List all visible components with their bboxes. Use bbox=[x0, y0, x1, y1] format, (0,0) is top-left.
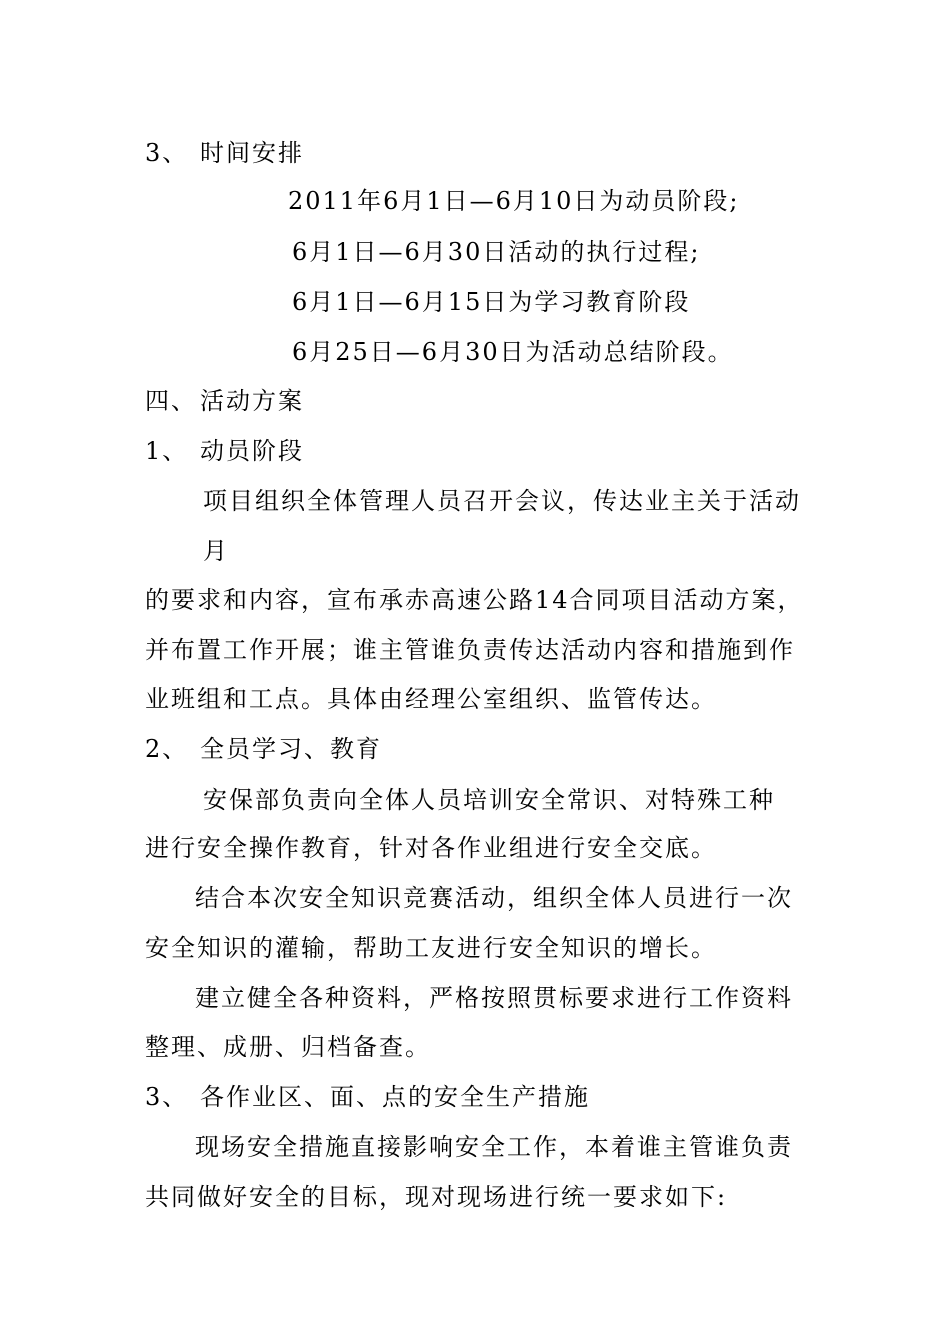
section-title: 活动方案 bbox=[200, 387, 304, 415]
subsection-number: 3、 bbox=[145, 1083, 189, 1111]
section-number: 3、 bbox=[145, 139, 189, 167]
subsection-heading-study-education bbox=[145, 733, 382, 765]
subsection-title: 动员阶段 bbox=[200, 437, 304, 465]
subsection-title: 各作业区、面、点的安全生产措施 bbox=[200, 1083, 590, 1111]
paragraph-line: 安全知识的灌输，帮助工友进行安全知识的增长。 bbox=[145, 934, 717, 962]
paragraph-line: 现场安全措施直接影响安全工作，本着谁主管谁负责 bbox=[195, 1133, 793, 1161]
paragraph-line: 并布置工作开展；谁主管谁负责传达活动内容和措施到作 bbox=[145, 636, 795, 664]
subsection-title: 全员学习、教育 bbox=[200, 735, 382, 763]
schedule-item: 6月1日—6月15日为学习教育阶段 bbox=[292, 288, 691, 316]
paragraph-line: 安保部负责向全体人员培训安全常识、对特殊工种 bbox=[203, 786, 775, 814]
paragraph-line: 建立健全各种资料，严格按照贯标要求进行工作资料 bbox=[195, 984, 793, 1012]
section-heading-time-schedule bbox=[145, 137, 304, 169]
paragraph-line: 结合本次安全知识竞赛活动，组织全体人员进行一次 bbox=[195, 884, 793, 912]
subsection-heading-safety-measures bbox=[145, 1081, 590, 1113]
subsection-number: 1、 bbox=[145, 437, 189, 465]
paragraph-line: 进行安全操作教育，针对各作业组进行安全交底。 bbox=[145, 834, 717, 862]
section-heading-activity-plan bbox=[145, 385, 304, 417]
subsection-number: 2、 bbox=[145, 735, 189, 763]
paragraph-line: 整理、成册、归档备查。 bbox=[145, 1033, 431, 1061]
section-number: 四、 bbox=[145, 387, 197, 415]
schedule-item: 2011年6月1日—6月10日为动员阶段; bbox=[288, 187, 740, 215]
schedule-item: 6月1日—6月30日活动的执行过程; bbox=[292, 238, 701, 266]
schedule-item: 6月25日—6月30日为活动总结阶段。 bbox=[292, 338, 734, 366]
subsection-heading-mobilization bbox=[145, 435, 304, 467]
paragraph-line: 项目组织全体管理人员召开会议，传达业主关于活动 bbox=[203, 487, 801, 515]
paragraph-line: 共同做好安全的目标，现对现场进行统一要求如下: bbox=[145, 1183, 728, 1211]
paragraph-line: 月 bbox=[203, 537, 229, 565]
paragraph-line: 的要求和内容，宣布承赤高速公路14合同项目活动方案， bbox=[145, 586, 804, 614]
paragraph-line: 业班组和工点。具体由经理公室组织、监管传达。 bbox=[145, 685, 717, 713]
section-title: 时间安排 bbox=[200, 139, 304, 167]
